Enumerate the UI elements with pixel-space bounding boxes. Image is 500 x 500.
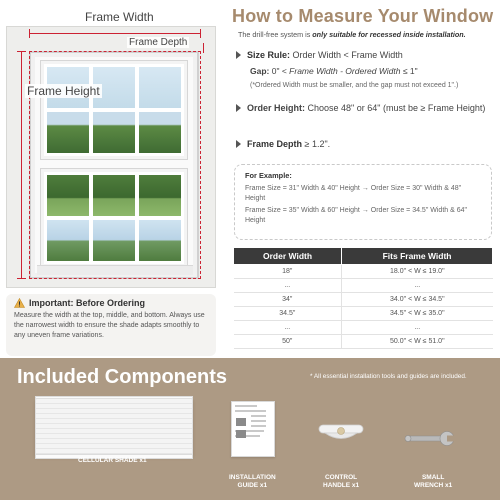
size-rule-label: Size Rule:	[247, 50, 291, 60]
table-cell: ...	[234, 321, 342, 335]
size-table	[233, 247, 493, 349]
frame-depth-rule-label: Frame Depth	[247, 139, 303, 149]
important-body: Measure the width at the top, middle, and bottom. Always use the narrowest width to ensure the shade adapts smoothly to any uneven frame variations.	[14, 312, 205, 339]
guide-diagram	[236, 418, 246, 426]
table-row	[234, 265, 493, 279]
table-cell: ...	[342, 321, 493, 335]
example-box	[234, 164, 492, 240]
table-cell: 34.5" < W ≤ 35.0"	[342, 307, 493, 321]
frame-width-line	[29, 33, 201, 34]
table-cell: 34.5"	[234, 307, 342, 321]
gap-tail: ≤ 1"	[400, 66, 418, 76]
component-label-line: SMALL	[421, 474, 445, 481]
size-rule-text: Order Width < Frame Width	[290, 50, 403, 60]
frame-height-label: Frame Height	[27, 84, 100, 98]
page-subtitle	[238, 30, 466, 39]
table-cell: 18.0" < W ≤ 19.0"	[342, 265, 493, 279]
table-row	[234, 307, 493, 321]
component-label-line: INSTALLATION	[229, 474, 276, 481]
page-title: How to Measure Your Window	[232, 6, 494, 26]
table-row	[234, 293, 493, 307]
example-heading: For Example:	[245, 171, 292, 180]
component-label-line: HANDLE x1	[323, 482, 360, 489]
frame-height-tick-bottom	[17, 278, 26, 279]
order-height-label: Order Height:	[247, 103, 306, 113]
table-cell: 50.0" < W ≤ 51.0"	[342, 335, 493, 349]
table-header-row	[234, 248, 493, 265]
table-header: Order Width	[234, 248, 342, 265]
component-label-line: CONTROL	[324, 474, 358, 481]
guide-diagram	[236, 430, 246, 438]
guide-line	[235, 405, 257, 407]
gap-rule	[250, 66, 418, 76]
example-line-1: Frame Size = 31" Width & 40" Height → Order Size = 30" Width & 48" Height	[245, 185, 462, 202]
table-row	[234, 279, 493, 293]
component-label-line: GUIDE x1	[237, 482, 268, 489]
included-title: Included Components	[17, 366, 227, 388]
guide-line	[251, 420, 265, 422]
subtitle-emphasis: only suitable for recessed inside installation.	[312, 30, 466, 39]
installation-guide-icon	[231, 401, 275, 457]
frame-depth-rule	[236, 139, 330, 149]
table-header: Fits Frame Width	[342, 248, 493, 265]
included-components-section	[0, 358, 500, 500]
gap-text: 0" <	[269, 66, 290, 76]
component-label-handle	[323, 474, 359, 490]
example-line-2: Frame Size = 35" Width & 60" Height → Order Size = 34.5" Width & 64" Height	[245, 207, 467, 224]
table-cell: 34.0" < W ≤ 34.5"	[342, 293, 493, 307]
warning-icon	[14, 298, 25, 308]
table-row	[234, 321, 493, 335]
guide-line	[251, 415, 265, 417]
gap-label: Gap:	[250, 66, 270, 76]
gap-note: (*Ordered Width must be smaller, and the gap must not exceed 1".)	[250, 82, 459, 89]
component-label-wrench	[414, 474, 452, 490]
gap-formula: Frame Width - Ordered Width	[289, 66, 401, 76]
frame-width-tick-left	[29, 29, 30, 38]
subtitle-prefix: The drill-free system is	[238, 30, 313, 39]
table-cell: ...	[234, 279, 342, 293]
important-heading	[14, 298, 208, 308]
table-row	[234, 335, 493, 349]
bullet-triangle-icon	[236, 140, 241, 148]
control-handle-icon	[318, 422, 364, 444]
component-label-shade: CELLULAR SHADE x1	[78, 457, 147, 464]
bullet-triangle-icon	[236, 51, 241, 59]
bullet-triangle-icon	[236, 104, 241, 112]
order-height-rule	[236, 102, 496, 115]
size-rule	[236, 50, 403, 60]
included-note: * All essential installation tools and guides are included.	[310, 373, 467, 380]
frame-depth-label: Frame Depth	[129, 37, 188, 48]
frame-height-tick-top	[17, 51, 26, 52]
wrench-icon	[402, 428, 458, 448]
cellular-shade-icon	[35, 398, 193, 456]
table-cell: 34"	[234, 293, 342, 307]
component-label-guide	[229, 474, 276, 490]
component-label-line: WRENCH x1	[414, 482, 453, 489]
frame-depth-rule-text: ≥ 1.2".	[302, 139, 331, 149]
frame-height-line	[21, 51, 22, 279]
frame-depth-line	[203, 43, 204, 53]
guide-line	[251, 425, 265, 427]
table-cell: ...	[342, 279, 493, 293]
table-cell: 18"	[234, 265, 342, 279]
order-height-text: Choose 48" or 64" (must be ≥ Frame Height)	[305, 103, 486, 113]
frame-width-tick-right	[200, 29, 201, 38]
important-title: Important: Before Ordering	[29, 298, 146, 308]
window-illustration	[6, 10, 216, 288]
frame-width-label: Frame Width	[85, 10, 154, 24]
important-notice	[6, 294, 216, 356]
table-cell: 50"	[234, 335, 342, 349]
guide-line	[235, 410, 266, 412]
